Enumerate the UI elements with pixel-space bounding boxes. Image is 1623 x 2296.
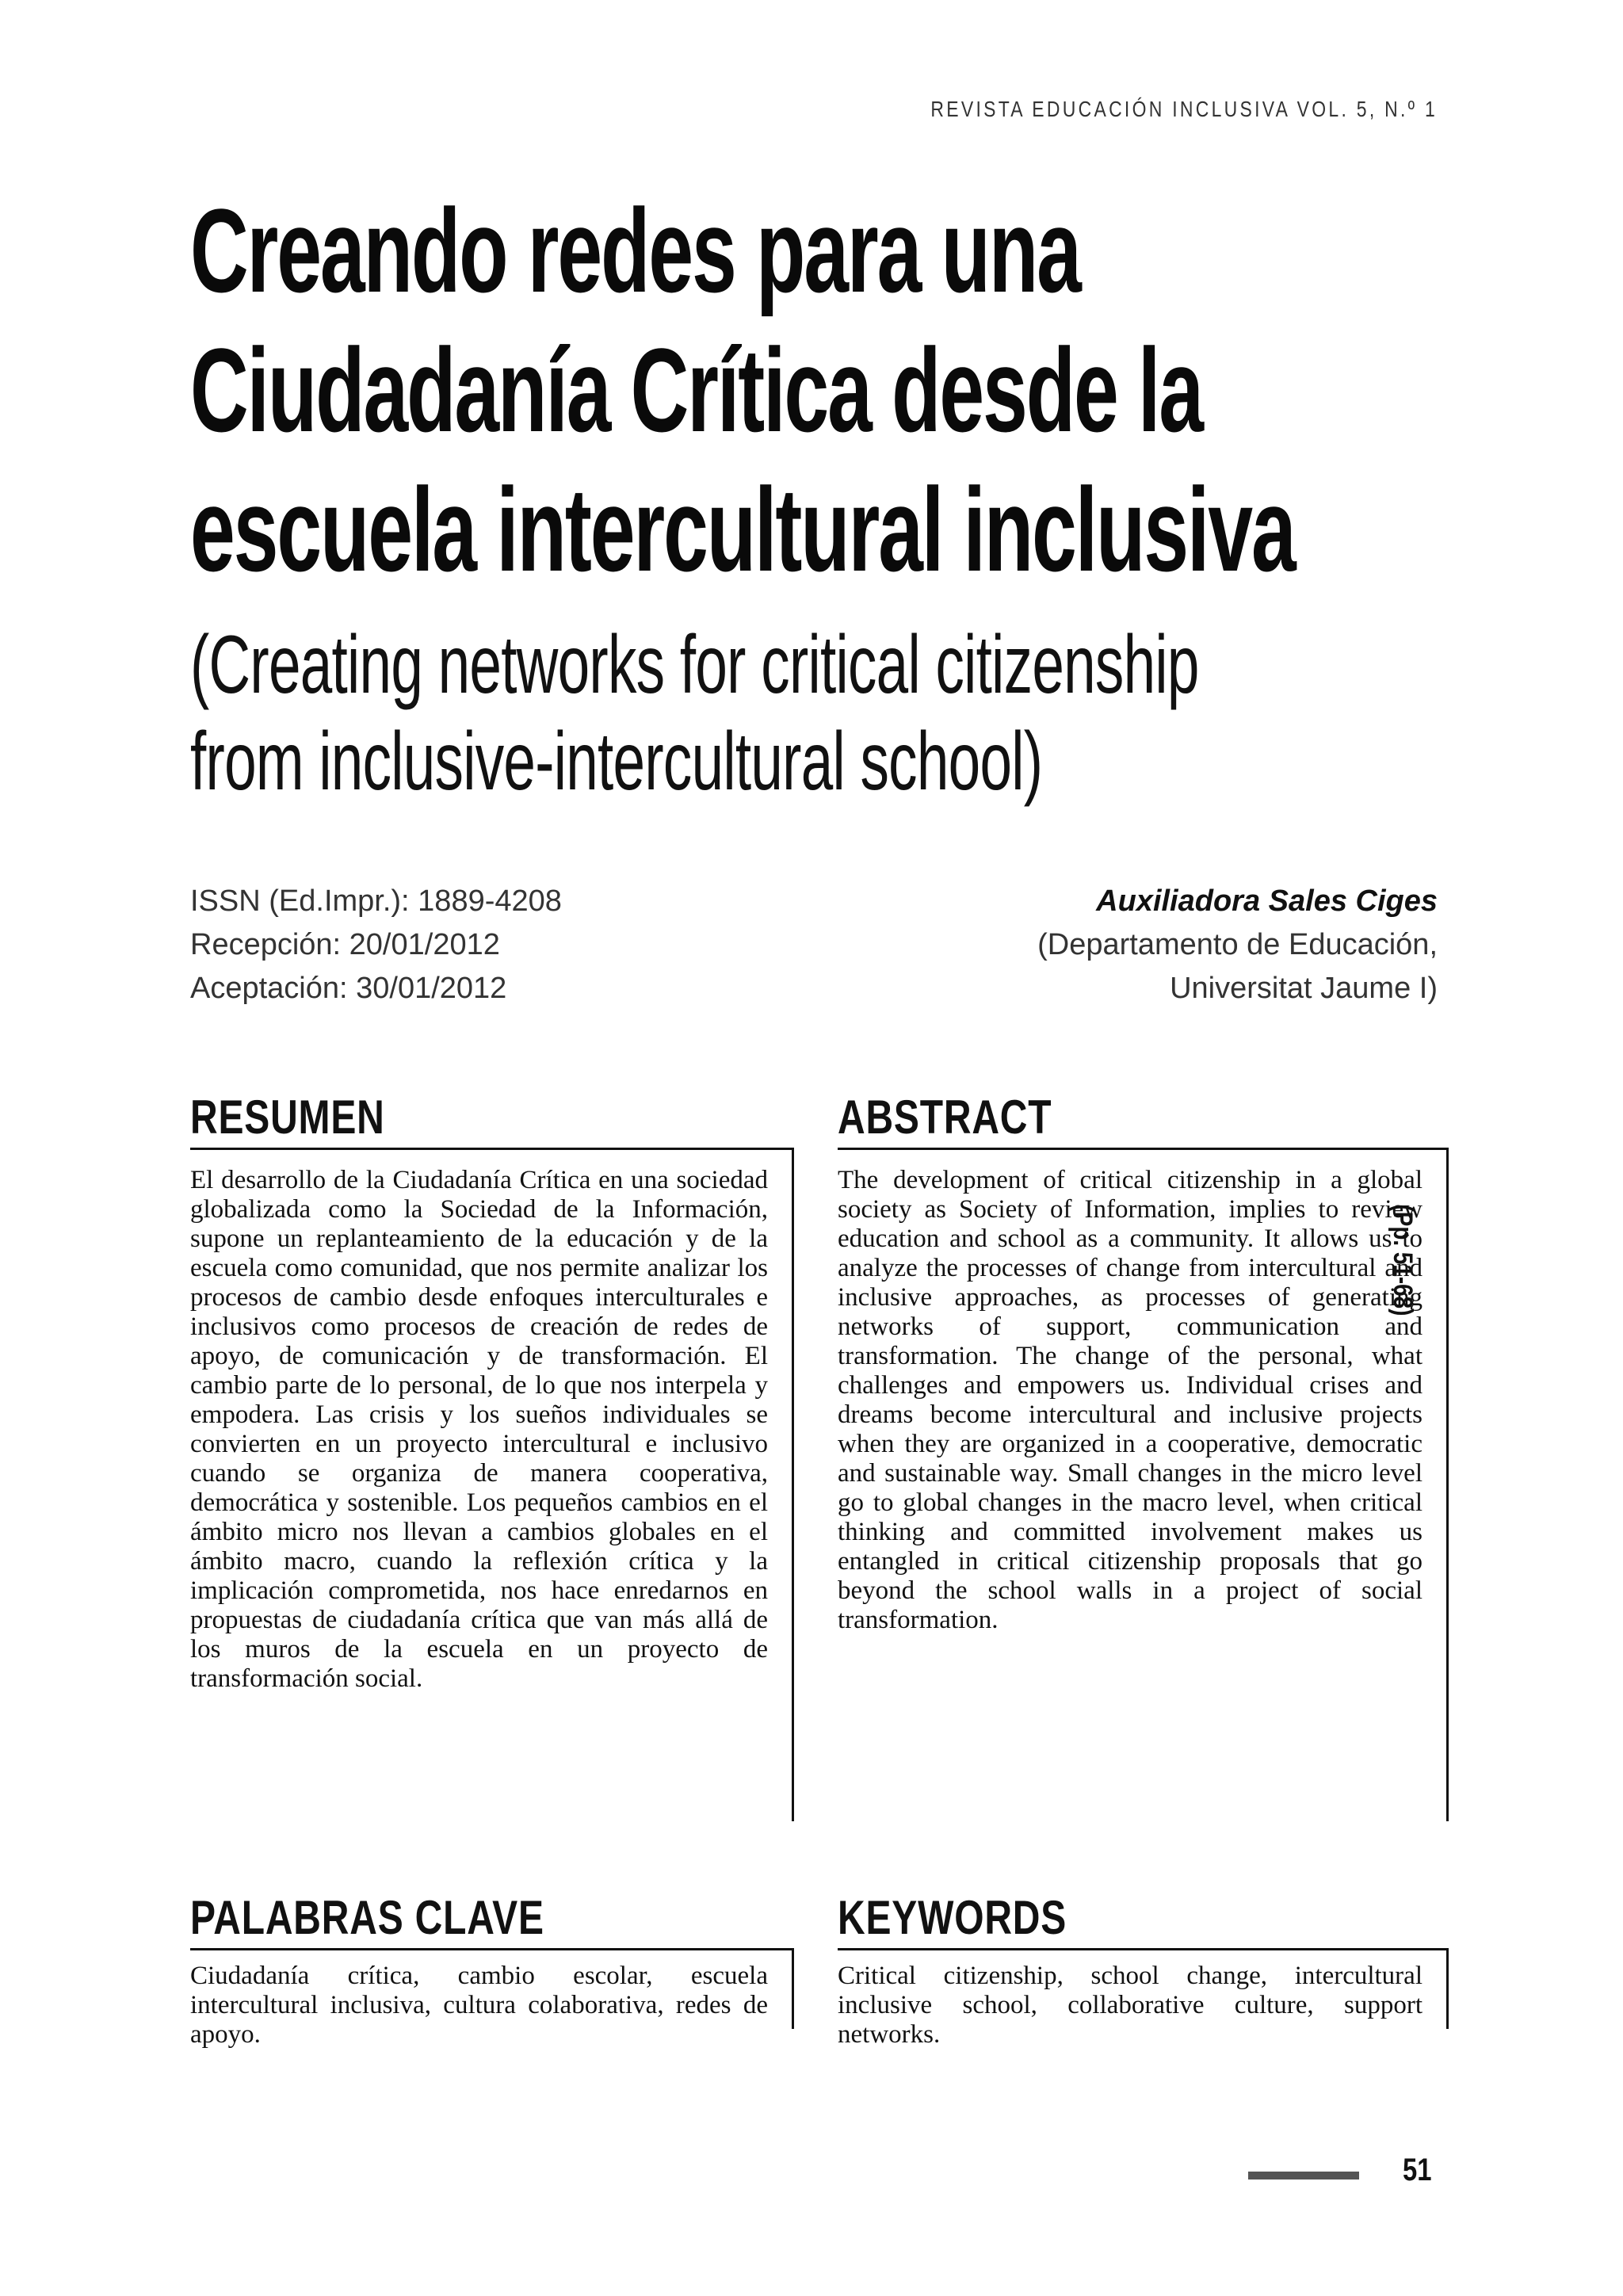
page-range-text: (Pp. 51-68): [1388, 1204, 1418, 1316]
keywords-text: Critical citizenship, school change, intercultural inclusive school, collaborative culture, support networks.: [838, 1962, 1423, 2049]
article-subtitle: [190, 617, 1199, 810]
author-block: [1037, 880, 1438, 1010]
article-subtitle-line-2: from inclusive-intercultural school): [190, 716, 1043, 808]
resumen-text: El desarrollo de la Ciudadanía Crítica en una sociedad globalizada como la Sociedad de la Información, supone un replanteamiento de la educación y de la escuela como comunidad, que nos permite analizar los procesos de cambio desde enfoques interculturales e inclusivos como procesos de creación de redes de apoyo, de comunicación y de transformación. El cambio parte de lo personal, de lo que nos interpela y empodera. Las crisis y los sueños individuales se convierten en un proyecto intercultural e inclusivo cuando se organiza de manera cooperativa, democrática y sostenible. Los pequeños cambios en el ámbito micro nos llevan a cambios globales en el ámbito macro, cuando la reflexión crítica y la implicación comprometida, nos hace enredarnos en propuestas de ciudadanía crítica que van más allá de los muros de la escuela en un proyecto de transformación social.: [190, 1166, 768, 1693]
abstract-text: The development of critical citizenship in a global society as Society of Information, implies to review education and school as a community. It allows us to analyze the processes of change from intercultural and inclusive approaches, as processes of generating networks of support, communication and transformation. The change of the personal, what challenges and empowers us. Individual crises and dreams become intercultural and inclusive projects when they are organized in a cooperative, democratic and sustainable way. Small changes in the micro level go to global changes in the macro level, when critical thinking and committed involvement makes us entangled in critical citizenship proposals that go beyond the school walls in a project of social transformation.: [838, 1166, 1423, 1634]
page-range-label: [1379, 1141, 1426, 1379]
abstract-box: [838, 1148, 1449, 1821]
abstract-heading: ABSTRACT: [838, 1091, 1052, 1144]
reception-date: Recepción: 20/01/2012: [190, 928, 500, 961]
issn: ISSN (Ed.Impr.): 1889-4208: [190, 884, 562, 918]
footer-rule: [1248, 2172, 1359, 2179]
resumen-heading: RESUMEN: [190, 1091, 385, 1144]
keywords-heading: KEYWORDS: [838, 1891, 1067, 1944]
article-title-line-2: Ciudadanía Crítica desde la: [190, 323, 1202, 457]
article-subtitle-line-1: (Creating networks for critical citizenship: [190, 619, 1199, 711]
resumen-box: [190, 1148, 794, 1821]
author-name: Auxiliadora Sales Ciges: [1096, 884, 1438, 918]
author-affiliation-line-1: (Departamento de Educación,: [1037, 928, 1438, 961]
article-title-line-1: Creando redes para una: [190, 184, 1080, 317]
palabras-clave-text: Ciudadanía crítica, cambio escolar, escuela intercultural inclusiva, cultura colaborativa, redes de apoyo.: [190, 1962, 768, 2049]
publication-meta: [190, 880, 562, 1010]
keywords-box: [838, 1948, 1449, 2049]
article-title: [190, 181, 1295, 599]
acceptance-date: Aceptación: 30/01/2012: [190, 972, 507, 1005]
palabras-clave-heading: PALABRAS CLAVE: [190, 1891, 544, 1944]
palabras-clave-box: [190, 1948, 794, 2049]
page-number: 51: [1403, 2153, 1432, 2187]
journal-header: REVISTA EDUCACIÓN INCLUSIVA VOL. 5, N.º 1: [930, 97, 1438, 121]
article-title-line-3: escuela intercultural inclusiva: [190, 463, 1295, 596]
author-affiliation-line-2: Universitat Jaume I): [1170, 972, 1438, 1005]
